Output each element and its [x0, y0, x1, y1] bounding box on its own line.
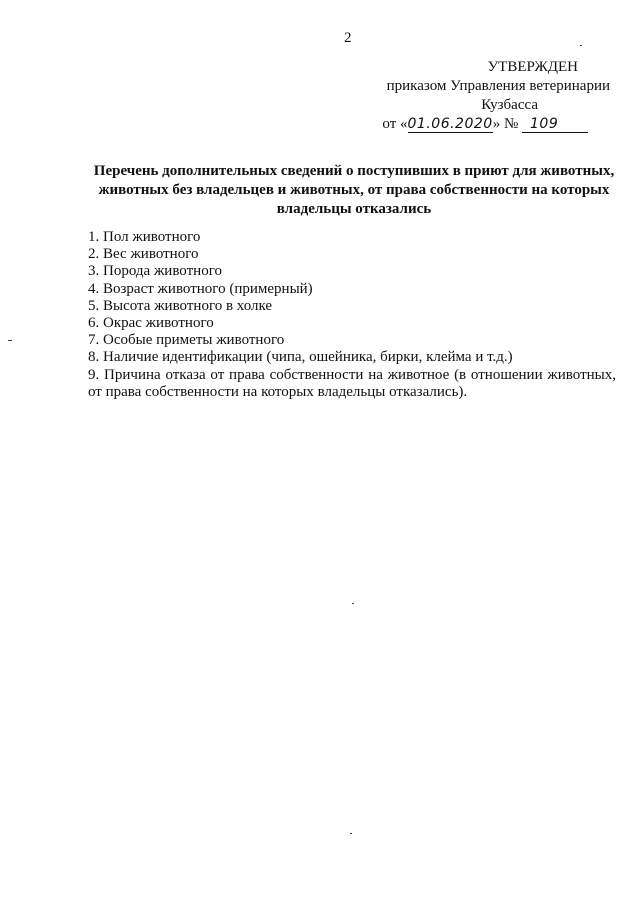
- approval-block: [340, 58, 610, 134]
- list-item: 8. Наличие идентификации (чипа, ошейника, бирки, клейма и т.д.): [88, 349, 513, 366]
- handwritten-date: 01.06.2020: [407, 116, 493, 132]
- date-prefix: от «: [382, 116, 408, 132]
- list-item: 7. Особые приметы животного: [88, 332, 285, 349]
- scan-speck: [352, 603, 354, 604]
- list-item: 5. Высота животного в холке: [88, 297, 273, 314]
- number-prefix: » №: [492, 116, 519, 132]
- order-issuer-line: приказом Управления ветеринарии: [386, 78, 610, 94]
- scan-speck: [350, 833, 352, 834]
- list-item: 4. Возраст животного (примерный): [88, 280, 313, 297]
- list-item: 2. Вес животного: [88, 246, 199, 263]
- handwritten-order-number: 109: [522, 116, 588, 133]
- list-item: 6. Окрас животного: [88, 315, 214, 332]
- page-number: 2: [344, 30, 352, 46]
- region-line: Кузбасса: [481, 97, 538, 113]
- order-date-line: [340, 115, 610, 134]
- list-item: 3. Порода животного: [88, 263, 222, 280]
- approved-heading: УТВЕРЖДЕН: [487, 59, 578, 75]
- list-item: 1. Пол животного: [88, 229, 201, 245]
- list-item: 9. Причина отказа от права собственности на животное (в отношении животных, от права собственности на которых владельцы отказались).: [88, 366, 616, 400]
- scan-speck: [8, 340, 12, 341]
- information-list: [88, 229, 616, 401]
- document-title: Перечень дополнительных сведений о поступивших в приют для животных, животных без владельцев и животных, от права собственности на которых владельцы отказались: [93, 163, 615, 217]
- scan-speck: [580, 45, 582, 46]
